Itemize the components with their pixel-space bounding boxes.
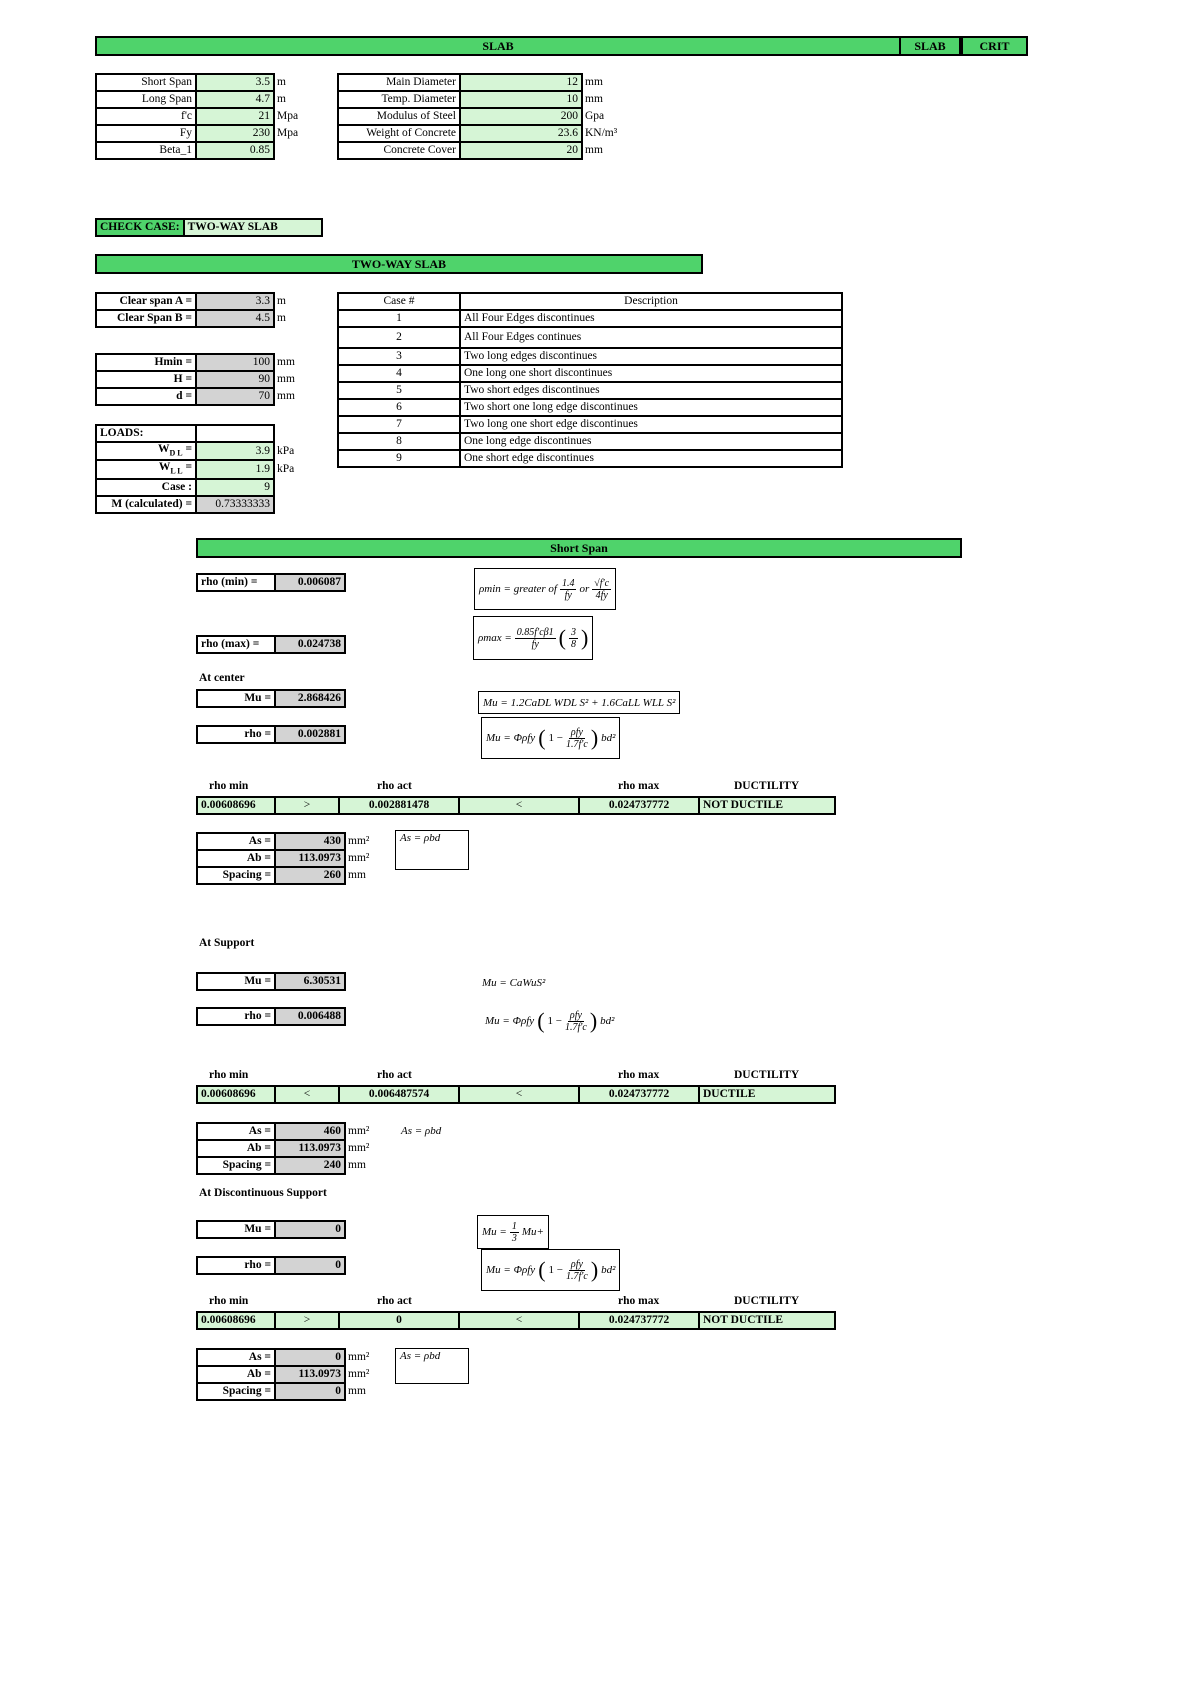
- thickness-value: 100: [196, 354, 274, 371]
- fraction: [510, 1221, 519, 1244]
- span-unit: m: [277, 312, 286, 324]
- compare-sign: <: [459, 797, 579, 814]
- paren-open-icon: (: [558, 625, 566, 650]
- case-description: All Four Edges discontinues: [460, 310, 842, 327]
- spacing-label: Spacing =: [197, 1157, 275, 1174]
- input-row: [338, 125, 621, 142]
- center-rho-label: rho =: [197, 726, 275, 743]
- thickness-value: 90: [196, 371, 274, 388]
- denominator: fy: [531, 638, 539, 650]
- center-mu-value: 2.868426: [275, 690, 345, 707]
- input-row: [96, 142, 302, 159]
- discontinuous-mu-value: 0: [275, 1221, 345, 1238]
- numerator: 0.85f'cβ1: [516, 626, 554, 638]
- support-mu-formula: [478, 973, 549, 993]
- center-mn-formula: Mu = Φρfy ( 1 − $\frac{\text{ρfy}}{1.7f'c}$ ) bd²: [481, 717, 620, 759]
- as-value: 0: [275, 1349, 345, 1366]
- load-label-sub: L L: [170, 466, 183, 476]
- thickness-unit: mm: [277, 373, 295, 385]
- input-unit: Gpa: [585, 110, 605, 122]
- rho-max-value: 0.024738: [275, 636, 345, 653]
- sheet-title: SLAB: [482, 39, 514, 53]
- case-header: Case #: [338, 293, 460, 310]
- two-way-slab-bar: [95, 254, 703, 274]
- paren-open-icon: (: [538, 725, 546, 750]
- denominator: fy: [564, 589, 572, 601]
- input-unit: mm: [585, 144, 603, 156]
- discontinuous-as-formula: [395, 1348, 469, 1384]
- span-unit: m: [277, 295, 286, 307]
- at-discontinuous-title: At Discontinuous Support: [199, 1187, 327, 1199]
- case-row: [338, 416, 842, 433]
- compare-sign: >: [275, 797, 339, 814]
- compare-sign: <: [275, 1086, 339, 1103]
- paren-open-icon: (: [537, 1008, 545, 1033]
- compare-header-rho-min: rho min: [209, 1069, 249, 1081]
- input-label: Main Diameter: [338, 74, 460, 91]
- mn-formula-lhs: Mu = Φρfy: [486, 732, 536, 744]
- numerator: 1: [511, 1220, 517, 1232]
- case-row: [338, 348, 842, 365]
- compare-rho-min: 0.00608696: [197, 1312, 275, 1329]
- discontinuous-rho-label: rho =: [197, 1257, 275, 1274]
- as-formula-text: As = ρbd: [401, 1125, 442, 1137]
- m-calculated-label: M (calculated) =: [96, 496, 196, 513]
- case-row: [338, 310, 842, 327]
- compare-header-ductility: DUCTILITY: [734, 780, 800, 792]
- input-value[interactable]: 20: [460, 142, 582, 159]
- case-number: 3: [338, 348, 460, 365]
- rho-min-value: 0.006087: [275, 574, 345, 591]
- case-number: 5: [338, 382, 460, 399]
- compare-header-rho-act: rho act: [377, 780, 412, 792]
- at-center-title: At center: [199, 672, 245, 684]
- thickness-label: H =: [96, 371, 196, 388]
- spacing-value: 260: [275, 867, 345, 884]
- clear-spans-table: [95, 292, 291, 328]
- as-unit: mm²: [348, 1125, 370, 1137]
- input-unit: Mpa: [277, 127, 299, 139]
- case-description: One short edge discontinues: [460, 450, 842, 467]
- two-way-slab-title: TWO-WAY SLAB: [351, 257, 447, 271]
- denominator: 4fy: [595, 589, 608, 601]
- compare-header-ductility: DUCTILITY: [734, 1069, 800, 1081]
- as-formula-text: As = ρbd: [400, 832, 441, 844]
- case-row: [338, 327, 842, 348]
- case-description: All Four Edges continues: [460, 327, 842, 348]
- input-row: [96, 125, 302, 142]
- input-row: [338, 108, 621, 125]
- discontinuous-compare-row: [196, 1311, 836, 1330]
- numerator: ρfy: [569, 1009, 582, 1021]
- compare-header-rho-max: rho max: [618, 1295, 660, 1307]
- center-mu-label: Mu =: [197, 690, 275, 707]
- input-label: Modulus of Steel: [338, 108, 460, 125]
- load-unit: kPa: [277, 462, 295, 475]
- input-unit: m: [277, 93, 286, 105]
- compare-rho-max: 0.024737772: [579, 1086, 699, 1103]
- discontinuous-steel-table: [196, 1348, 374, 1401]
- input-label: f'c: [96, 108, 196, 125]
- inputs-right-table: [337, 73, 622, 160]
- input-row: [338, 142, 621, 159]
- support-rho-value: 0.006488: [275, 1008, 345, 1025]
- center-mu-formula: [478, 691, 680, 714]
- loads-empty-cell: [196, 425, 274, 442]
- ab-label: Ab =: [197, 850, 275, 867]
- rho-min-formula: [474, 568, 616, 610]
- compare-rho-min: 0.00608696: [197, 1086, 275, 1103]
- load-label: $W_{L L}$ =: [96, 460, 196, 478]
- span-value: 4.5: [196, 310, 274, 327]
- input-label: Fy: [96, 125, 196, 142]
- support-rho-box: [196, 1007, 346, 1026]
- support-rho-label: rho =: [197, 1008, 275, 1025]
- compare-ductility: DUCTILE: [699, 1086, 835, 1103]
- case-description: One long edge discontinues: [460, 433, 842, 450]
- as-value: 460: [275, 1123, 345, 1140]
- compare-sign: >: [275, 1312, 339, 1329]
- inputs-left-table: [95, 73, 303, 160]
- center-steel-table: [196, 832, 374, 885]
- center-compare-row: [196, 796, 836, 815]
- input-label: Weight of Concrete: [338, 125, 460, 142]
- compare-header-ductility: DUCTILITY: [734, 1295, 800, 1307]
- loads-label: LOADS:: [96, 425, 196, 442]
- support-mu-label: Mu =: [197, 973, 275, 990]
- load-value[interactable]: 3.9: [196, 442, 274, 460]
- as-label: As =: [197, 1349, 275, 1366]
- support-compare-row: [196, 1085, 836, 1104]
- rho-max-formula: [473, 616, 593, 660]
- input-row: [338, 91, 621, 108]
- case-description: Two long one short edge discontinues: [460, 416, 842, 433]
- m-calculated-value: 0.73333333: [196, 496, 274, 513]
- as-formula-text: As = ρbd: [400, 1350, 441, 1362]
- input-label: Concrete Cover: [338, 142, 460, 159]
- denominator: 1.7f'c: [565, 738, 588, 750]
- load-unit: kPa: [277, 444, 295, 457]
- input-label: Temp. Diameter: [338, 91, 460, 108]
- thickness-label: d =: [96, 388, 196, 405]
- crit-button[interactable]: [961, 36, 1028, 56]
- compare-header-rho-max: rho max: [618, 1069, 660, 1081]
- fraction: [592, 578, 611, 601]
- input-label: Short Span: [96, 74, 196, 91]
- case-number: 6: [338, 399, 460, 416]
- as-unit: mm²: [348, 1351, 370, 1363]
- ab-unit: mm²: [348, 1368, 370, 1380]
- spacing-value: 0: [275, 1383, 345, 1400]
- ab-label: Ab =: [197, 1140, 275, 1157]
- input-value[interactable]: 4.7: [196, 91, 274, 108]
- thickness-label: Hmin =: [96, 354, 196, 371]
- numerator: 3: [570, 626, 576, 638]
- span-value: 3.3: [196, 293, 274, 310]
- ab-value: 113.0973: [275, 1140, 345, 1157]
- input-label: Beta_1: [96, 142, 196, 159]
- spacing-unit: mm: [348, 1385, 366, 1397]
- thickness-unit: mm: [277, 390, 295, 402]
- discontinuous-rho-value: 0: [275, 1257, 345, 1274]
- input-value[interactable]: 0.85: [196, 142, 274, 159]
- compare-rho-min: 0.00608696: [197, 797, 275, 814]
- slab-button[interactable]: [899, 36, 961, 56]
- check-case-label: CHECK CASE:: [96, 219, 184, 236]
- ab-value: 113.0973: [275, 1366, 345, 1383]
- input-value[interactable]: 3.5: [196, 74, 274, 91]
- ab-label: Ab =: [197, 1366, 275, 1383]
- fraction: [560, 578, 577, 601]
- paren-close-icon: ): [580, 625, 589, 650]
- as-label: As =: [197, 833, 275, 850]
- support-mu-formula-text: Mu = CaWuS²: [482, 977, 546, 989]
- discontinuous-mn-formula: Mu = Φρfy ( 1 − $\frac{\text{ρfy}}{1.7f'c}$ ) bd²: [481, 1249, 620, 1291]
- numerator: ρfy: [570, 1258, 583, 1270]
- compare-rho-act: 0.006487574: [339, 1086, 459, 1103]
- fraction: [566, 727, 588, 750]
- numerator: √f'c: [594, 577, 610, 589]
- support-mu-box: [196, 972, 346, 991]
- center-rho-value: 0.002881: [275, 726, 345, 743]
- fraction: [515, 627, 556, 650]
- input-row: [96, 108, 302, 125]
- case-number: 2: [338, 327, 460, 348]
- fraction: [565, 1010, 587, 1033]
- spacing-label: Spacing =: [197, 867, 275, 884]
- case-row: [338, 450, 842, 467]
- compare-sign: <: [459, 1312, 579, 1329]
- sheet-title-bar: [95, 36, 901, 56]
- ab-unit: mm²: [348, 852, 370, 864]
- compare-header-rho-act: rho act: [377, 1069, 412, 1081]
- load-value[interactable]: 1.9: [196, 460, 274, 478]
- fraction: [566, 1259, 588, 1282]
- support-mu-value: 6.30531: [275, 973, 345, 990]
- denominator: 8: [570, 638, 576, 650]
- input-value[interactable]: 12: [460, 74, 582, 91]
- case-number: 1: [338, 310, 460, 327]
- case-number: 7: [338, 416, 460, 433]
- loads-table: [95, 424, 299, 514]
- rho-max-label: rho (max) =: [197, 636, 275, 653]
- case-row: [338, 399, 842, 416]
- spacing-unit: mm: [348, 869, 366, 881]
- check-case-box: [95, 218, 323, 237]
- input-row: [96, 74, 302, 91]
- mn-formula-lhs: Mu = Φρfy: [485, 1015, 535, 1027]
- as-value: 430: [275, 833, 345, 850]
- spacing-unit: mm: [348, 1159, 366, 1171]
- case-number: 4: [338, 365, 460, 382]
- ab-value: 113.0973: [275, 850, 345, 867]
- paren-close-icon: ): [589, 1008, 598, 1033]
- numerator: 1.4: [561, 577, 575, 589]
- input-unit: KN/m³: [585, 127, 618, 139]
- check-case-value: TWO-WAY SLAB: [184, 219, 322, 236]
- input-unit: mm: [585, 76, 603, 88]
- fraction: [569, 627, 578, 650]
- load-label: $W_{D L}$ =: [96, 442, 196, 460]
- input-value[interactable]: 230: [196, 125, 274, 142]
- input-value[interactable]: 10: [460, 91, 582, 108]
- case-description-table: [337, 292, 843, 468]
- discontinuous-mu-formula: [477, 1215, 549, 1249]
- spacing-value: 240: [275, 1157, 345, 1174]
- spacing-label: Spacing =: [197, 1383, 275, 1400]
- thickness-value: 70: [196, 388, 274, 405]
- slab-button-label: SLAB: [914, 39, 946, 53]
- as-label: As =: [197, 1123, 275, 1140]
- compare-header-rho-min: rho min: [209, 1295, 249, 1307]
- mn-formula-lhs: Mu = Φρfy: [486, 1264, 536, 1276]
- short-span-bar: [196, 538, 962, 558]
- mu-formula-lhs: Mu =: [482, 1226, 507, 1238]
- discontinuous-mu-box: [196, 1220, 346, 1239]
- rho-min-formula-or: or: [579, 583, 590, 595]
- span-label: Clear span A =: [96, 293, 196, 310]
- center-as-formula: [395, 830, 469, 870]
- input-value[interactable]: 21: [196, 108, 274, 125]
- mu-formula-rhs: Mu+: [521, 1226, 544, 1238]
- ab-unit: mm²: [348, 1142, 370, 1154]
- compare-rho-max: 0.024737772: [579, 797, 699, 814]
- compare-rho-act: 0: [339, 1312, 459, 1329]
- support-as-formula: [397, 1121, 445, 1141]
- paren-close-icon: ): [590, 725, 599, 750]
- at-support-title: At Support: [199, 937, 255, 949]
- input-value[interactable]: 200: [460, 108, 582, 125]
- compare-ductility: NOT DUCTILE: [699, 1312, 835, 1329]
- case-number: 8: [338, 433, 460, 450]
- compare-ductility: NOT DUCTILE: [699, 797, 835, 814]
- case-description: One long one short discontinues: [460, 365, 842, 382]
- numerator: ρfy: [570, 726, 583, 738]
- load-label-main: W: [157, 443, 170, 455]
- case-description: Two short edges discontinues: [460, 382, 842, 399]
- case-value[interactable]: 9: [196, 479, 274, 496]
- support-mn-formula: Mu = Φρfy ( 1 − $\frac{\text{ρfy}}{1.7f'c}$ ) bd²: [481, 1001, 618, 1041]
- center-mu-box: [196, 689, 346, 708]
- rho-max-box: [196, 635, 346, 654]
- denominator: 1.7f'c: [565, 1270, 588, 1282]
- input-unit: mm: [585, 93, 603, 105]
- rho-min-formula-lhs: ρmin = greater of: [479, 583, 557, 595]
- case-row: [338, 365, 842, 382]
- load-label-main: W: [158, 461, 171, 474]
- case-number: 9: [338, 450, 460, 467]
- input-label: Long Span: [96, 91, 196, 108]
- description-header: Description: [460, 293, 842, 310]
- compare-header-rho-max: rho max: [618, 780, 660, 792]
- compare-rho-act: 0.002881478: [339, 797, 459, 814]
- paren-close-icon: ): [590, 1257, 599, 1282]
- span-label: Clear Span B =: [96, 310, 196, 327]
- discontinuous-rho-box: [196, 1256, 346, 1275]
- rho-max-formula-lhs: ρmax =: [478, 632, 512, 644]
- short-span-title: Short Span: [550, 541, 608, 555]
- case-row: [338, 433, 842, 450]
- thickness-unit: mm: [277, 356, 295, 368]
- case-label: Case :: [96, 479, 196, 496]
- compare-sign: <: [459, 1086, 579, 1103]
- compare-rho-max: 0.024737772: [579, 1312, 699, 1329]
- discontinuous-mu-label: Mu =: [197, 1221, 275, 1238]
- load-label-sub: D L: [169, 448, 183, 458]
- denominator: 3: [511, 1232, 517, 1244]
- paren-open-icon: (: [538, 1257, 546, 1282]
- case-description: Two short one long edge discontinues: [460, 399, 842, 416]
- crit-button-label: CRIT: [979, 39, 1010, 53]
- thickness-table: [95, 353, 300, 406]
- input-value[interactable]: 23.6: [460, 125, 582, 142]
- rho-min-box: [196, 573, 346, 592]
- center-mu-formula-text: Mu = 1.2CaDL WDL S² + 1.6CaLL WLL S²: [483, 696, 676, 709]
- case-description: Two long edges discontinues: [460, 348, 842, 365]
- case-row: [338, 382, 842, 399]
- rho-min-label: rho (min) =: [197, 574, 275, 591]
- support-steel-table: [196, 1122, 374, 1175]
- as-unit: mm²: [348, 835, 370, 847]
- input-row: [96, 91, 302, 108]
- compare-header-rho-act: rho act: [377, 1295, 412, 1307]
- denominator: 1.7f'c: [564, 1021, 587, 1033]
- input-unit: Mpa: [277, 110, 299, 122]
- input-row: [338, 74, 621, 91]
- input-unit: m: [277, 76, 286, 88]
- compare-header-rho-min: rho min: [209, 780, 249, 792]
- input-unit: [274, 142, 302, 159]
- center-rho-box: [196, 725, 346, 744]
